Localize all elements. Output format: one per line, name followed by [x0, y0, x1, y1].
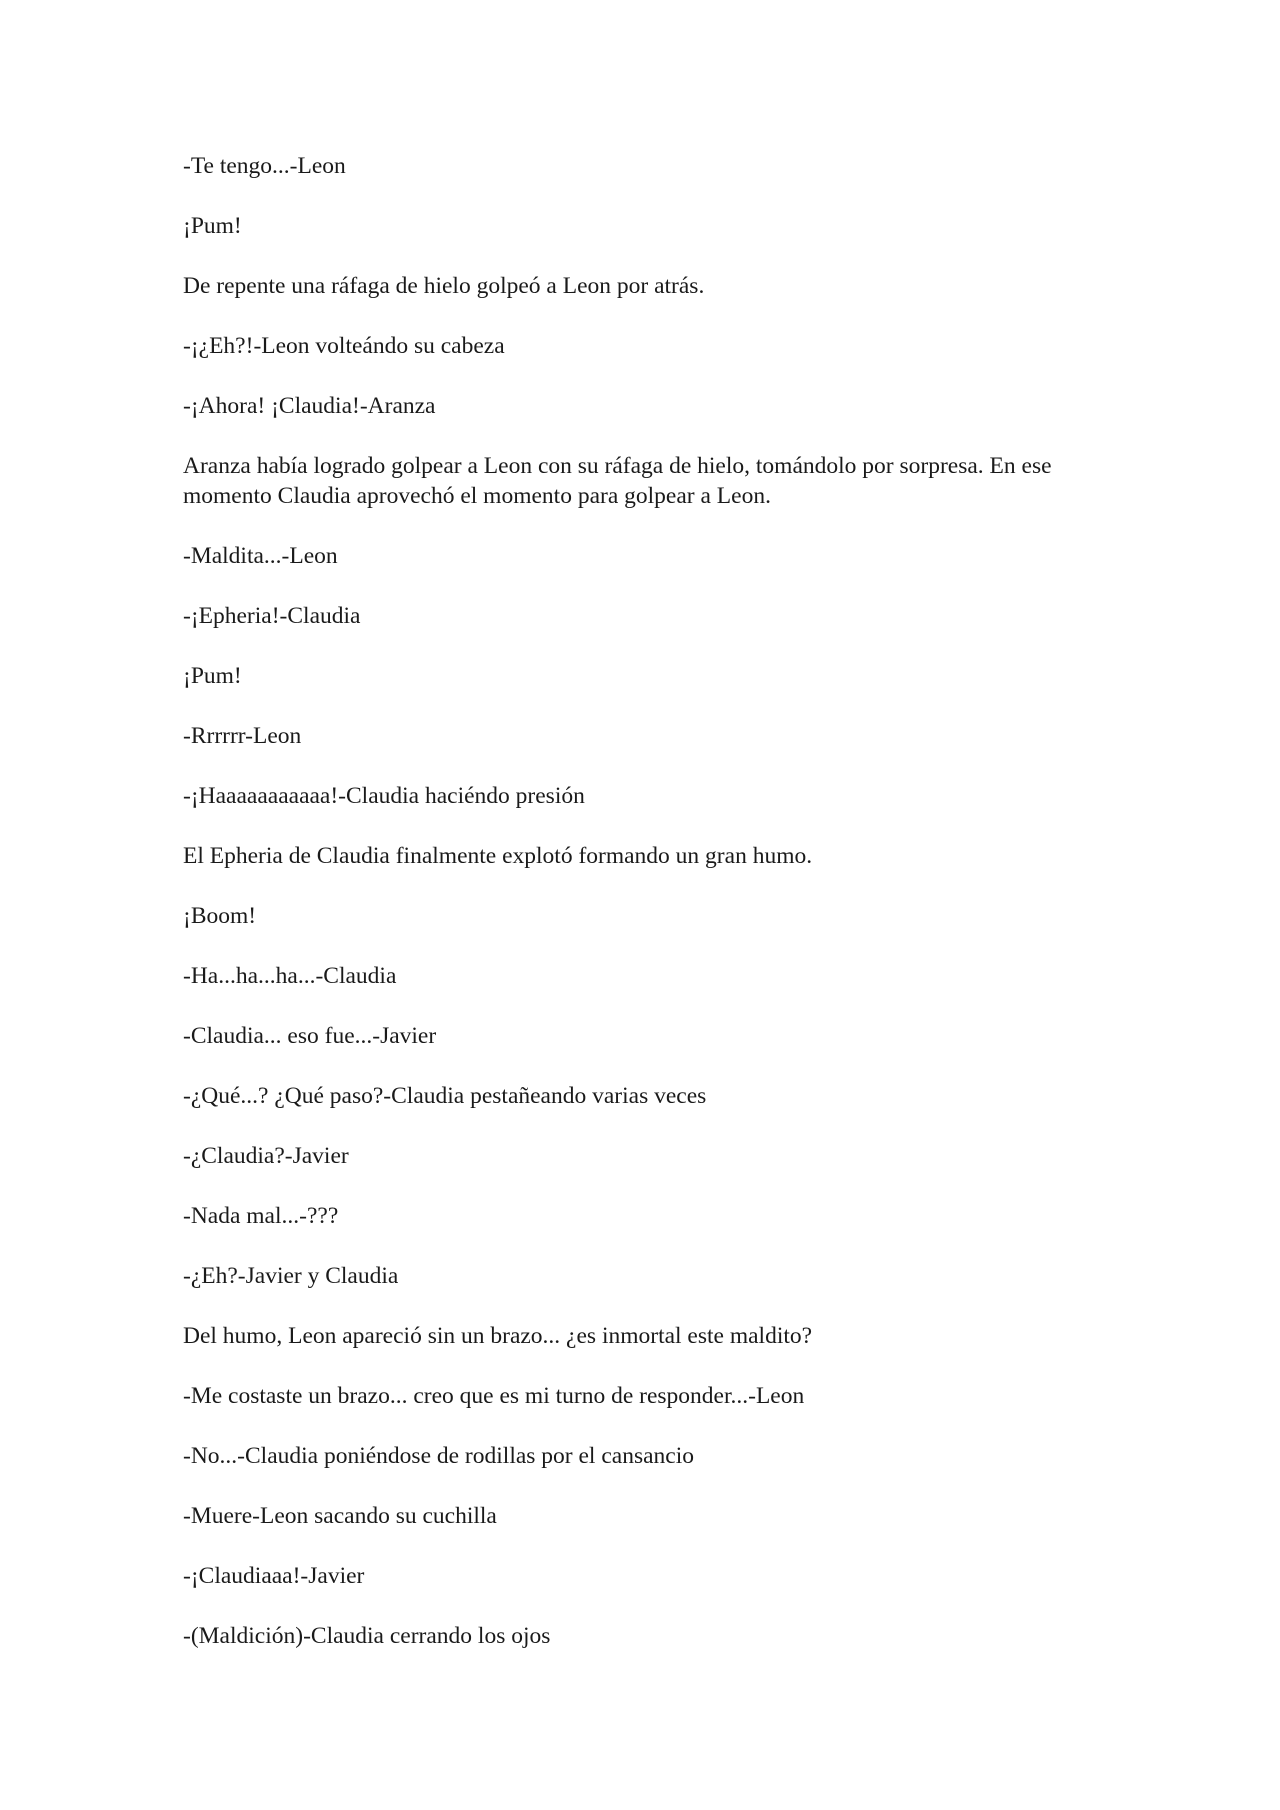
paragraph: -(Maldición)-Claudia cerrando los ojos — [183, 1623, 551, 1649]
paragraph: Aranza había logrado golpear a Leon con su ráfaga de hielo, tomándolo por sorpresa. En ese momento Claudia aprovechó el momento para golpear a Leon. — [183, 453, 1052, 509]
paragraph: -Nada mal...-??? — [183, 1203, 339, 1229]
paragraph: -Maldita...-Leon — [183, 543, 338, 569]
paragraph: -Muere-Leon sacando su cuchilla — [183, 1503, 497, 1529]
paragraph: ¡Boom! — [183, 903, 257, 929]
paragraph: De repente una ráfaga de hielo golpeó a Leon por atrás. — [183, 273, 705, 299]
paragraph: -¡Epheria!-Claudia — [183, 603, 361, 629]
paragraph: -¡Haaaaaaaaaaa!-Claudia haciéndo presión — [183, 783, 585, 809]
paragraph: -¿Eh?-Javier y Claudia — [183, 1263, 399, 1289]
document-body — [183, 151, 1103, 1681]
paragraph: -¡Claudiaaa!-Javier — [183, 1563, 365, 1589]
paragraph: -Claudia... eso fue...-Javier — [183, 1023, 437, 1049]
paragraph: -No...-Claudia poniéndose de rodillas por el cansancio — [183, 1443, 694, 1469]
paragraph: -Ha...ha...ha...-Claudia — [183, 963, 397, 989]
paragraph: -¡Ahora! ¡Claudia!-Aranza — [183, 393, 436, 419]
paragraph: -¡¿Eh?!-Leon volteándo su cabeza — [183, 333, 505, 359]
paragraph: -Me costaste un brazo... creo que es mi turno de responder...-Leon — [183, 1383, 805, 1409]
paragraph: -¿Qué...? ¿Qué paso?-Claudia pestañeando varias veces — [183, 1083, 707, 1109]
paragraph: -Te tengo...-Leon — [183, 153, 346, 179]
paragraph: -¿Claudia?-Javier — [183, 1143, 349, 1169]
paragraph: El Epheria de Claudia finalmente explotó formando un gran humo. — [183, 843, 813, 869]
paragraph: ¡Pum! — [183, 663, 242, 689]
paragraph: Del humo, Leon apareció sin un brazo... ¿es inmortal este maldito? — [183, 1323, 813, 1349]
paragraph: ¡Pum! — [183, 213, 242, 239]
paragraph: -Rrrrrr-Leon — [183, 723, 302, 749]
